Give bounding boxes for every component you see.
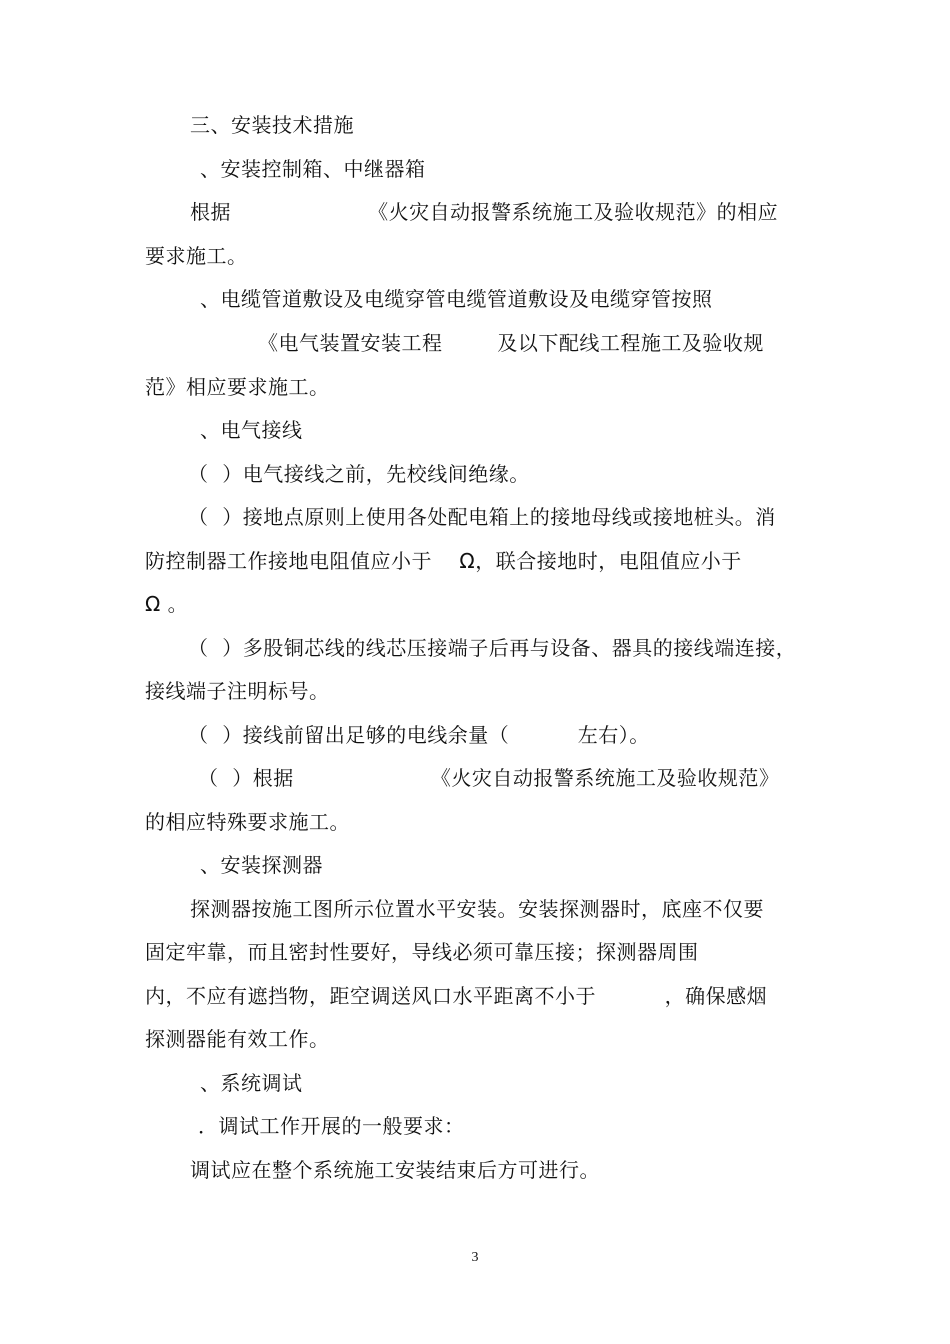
subsection-heading: 、安装探测器 [200,853,323,877]
subsection-heading: 、电缆管道敷设及电缆穿管电缆管道敷设及电缆穿管按照 [200,287,713,311]
list-item: （ ）电气接线之前，先校线间绝缘。 [188,462,530,486]
paragraph-line: 探测器能有效工作。 [145,1027,330,1051]
paragraph-line: 内，不应有遮挡物，距空调送风口水平距离不小于 ，确保感烟 [145,984,768,1008]
list-item: （ ）接地点原则上使用各处配电箱上的接地母线或接地桩头。消 [188,505,776,529]
paragraph-line: 的相应特殊要求施工。 [145,810,350,834]
paragraph-line: 接线端子注明标号。 [145,679,330,703]
subsection-heading: ．调试工作开展的一般要求： [198,1114,465,1138]
section-heading: 三、安装技术措施 [190,113,354,137]
paragraph-line: 《电气装置安装工程 及以下配线工程施工及验收规 [258,331,764,355]
paragraph-line: 防控制器工作接地电阻值应小于 Ω，联合接地时，电阻值应小于 [145,549,742,573]
paragraph-line: 固定牢靠，而且密封性要好，导线必须可靠压接；探测器周围 [145,940,699,964]
paragraph-line: 调试应在整个系统施工安装结束后方可进行。 [190,1158,600,1182]
paragraph-line: 探测器按施工图所示位置水平安装。安装探测器时，底座不仅要 [190,897,764,921]
subsection-heading: 、电气接线 [200,418,303,442]
paragraph-line: 根据 《火灾自动报警系统施工及验收规范》的相应 [190,200,779,224]
subsection-heading: 、系统调试 [200,1071,303,1095]
paragraph-line: 要求施工。 [145,244,248,268]
list-item: （ ）接线前留出足够的电线余量（ 左右）。 [188,723,650,747]
paragraph-line: 范》相应要求施工。 [145,375,330,399]
page-number: 3 [471,1250,479,1265]
list-item: （ ）根据 《火灾自动报警系统施工及验收规范》 [198,766,780,790]
subsection-heading: 、安装控制箱、中继器箱 [200,157,426,181]
list-item: （ ）多股铜芯线的线芯压接端子后再与设备、器具的接线端连接， [188,636,797,660]
paragraph-line: Ω 。 [145,592,189,616]
